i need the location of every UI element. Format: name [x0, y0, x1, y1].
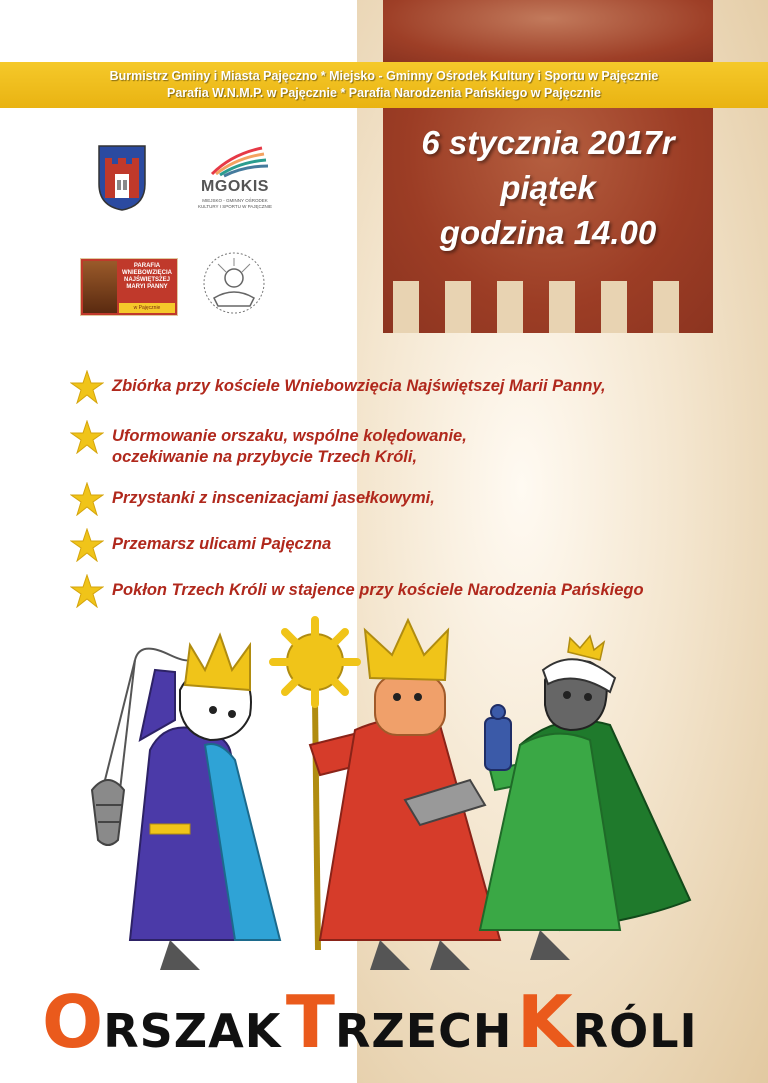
list-item-text-2: oczekiwanie na przybycie Trzech Króli, — [112, 448, 418, 466]
banner-notch — [601, 281, 627, 333]
parafia-wnmp-logo — [80, 258, 178, 316]
star-icon — [70, 370, 104, 404]
title-word-2-rest: RZECH — [334, 1004, 513, 1058]
mgokis-subtitle: MIEJSKO - GMINNY OŚRODEK KULTURY I SPORTU W PAJĘCZNIE — [197, 198, 273, 209]
title-initial-o: O — [42, 980, 104, 1064]
event-datetime — [383, 120, 713, 255]
banner-notch — [393, 281, 419, 333]
list-item — [70, 528, 331, 562]
organizers-line-2: Parafia W.N.M.P. w Pajęcznie * Parafia Narodzenia Pańskiego w Pajęcznie — [167, 86, 601, 100]
event-title — [42, 980, 742, 1064]
list-item — [70, 482, 435, 516]
list-item-text: Przystanki z inscenizacjami jasełkowymi, — [112, 489, 435, 507]
three-kings-illustration-icon — [0, 600, 768, 990]
event-date: 6 stycznia 2017r — [421, 124, 675, 161]
list-item-text: Zbiórka przy kościele Wniebowzięcia Najświętszej Marii Panny, — [112, 377, 606, 395]
event-weekday: piątek — [500, 169, 596, 206]
mgokis-name: MGOKIS — [201, 178, 269, 195]
banner-notch — [445, 281, 471, 333]
parafia-name: PARAFIA WNIEBOWZIĘCIA NAJŚWIĘTSZEJ MARYI PANNY — [122, 263, 172, 290]
list-item-text: Pokłon Trzech Króli w stajence przy kościele Narodzenia Pańskiego — [112, 581, 644, 599]
title-word-1-rest: RSZAK — [103, 1004, 282, 1058]
list-item — [70, 420, 467, 468]
banner-top — [383, 0, 713, 62]
star-icon — [70, 528, 104, 562]
star-icon — [70, 482, 104, 516]
king-blue-icon — [130, 635, 280, 970]
star-icon — [70, 420, 104, 454]
banner-notch — [653, 281, 679, 333]
title-word-3-rest: RÓLI — [572, 1004, 698, 1058]
banner-notch — [549, 281, 575, 333]
madonna-image-icon — [83, 261, 117, 313]
organizers-line-1: Burmistrz Gminy i Miasta Pajęczno * Miejsko - Gminny Ośrodek Kultury i Sportu w Pajęcznie — [109, 69, 659, 83]
king-green-icon — [480, 636, 690, 960]
town-crest-icon — [97, 144, 147, 212]
list-item-text: Uformowanie orszaku, wspólne kolędowanie, — [112, 427, 467, 445]
mgokis-swoosh-icon — [192, 144, 278, 178]
parafia-location: w Pajęcznie — [119, 303, 175, 313]
list-item — [70, 370, 606, 404]
title-initial-k: K — [516, 980, 573, 1064]
event-time: godzina 14.00 — [439, 214, 657, 251]
list-item-text: Przemarsz ulicami Pajęczna — [112, 535, 332, 553]
title-initial-t: T — [285, 980, 335, 1064]
banner-notch — [497, 281, 523, 333]
organizers-ribbon — [0, 62, 768, 108]
mgokis-logo — [192, 144, 278, 214]
parafia-narodzenia-seal-icon — [194, 250, 274, 316]
